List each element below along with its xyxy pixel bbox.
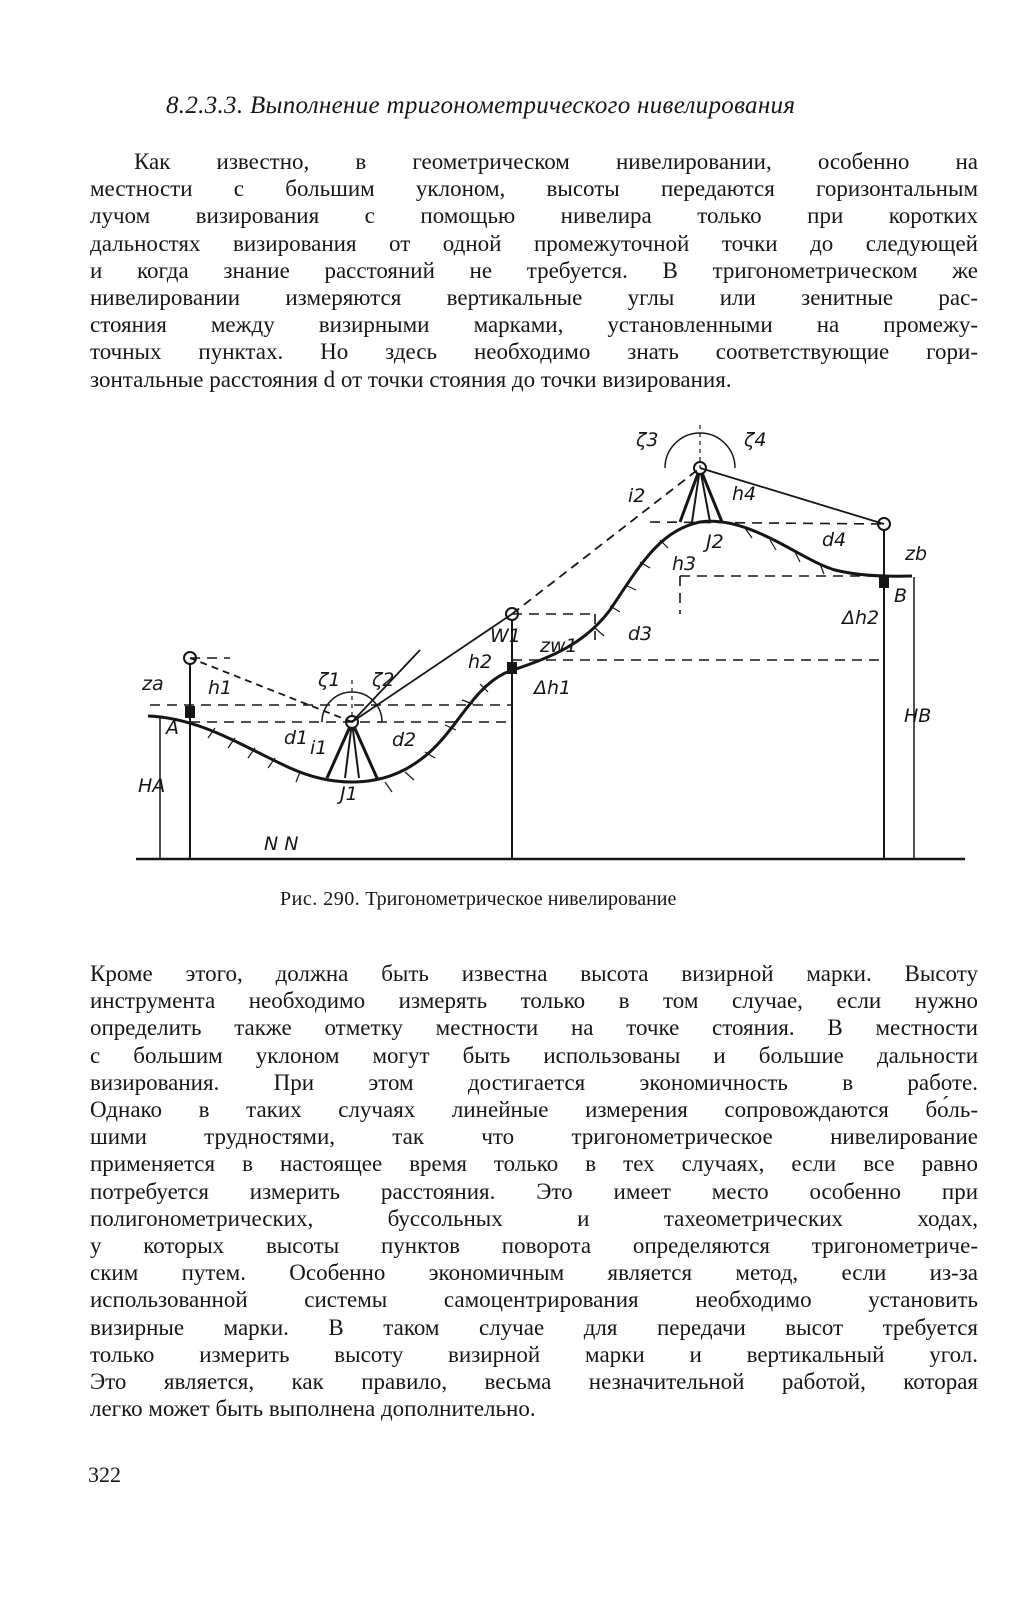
label-h1: h1 (208, 677, 233, 699)
label-zeta4: ζ4 (744, 429, 767, 451)
caption-number: Рис. 290. (280, 888, 361, 910)
label-zeta1: ζ1 (318, 669, 341, 691)
paragraph-line: только измерить высоту визирной марки и вертикальный угол. (90, 1341, 978, 1367)
label-i2: i2 (628, 485, 646, 507)
label-hb: HB (904, 705, 932, 727)
caption-text: Тригонометрическое нивелирование (365, 888, 677, 910)
label-i1: i1 (310, 737, 328, 759)
label-za: za (142, 673, 164, 695)
label-h3: h3 (672, 553, 697, 575)
label-d1: d1 (284, 727, 309, 749)
paragraph-line: ским путем. Особенно экономичным является метод, если из-за (90, 1260, 978, 1286)
label-zeta3: ζ3 (636, 429, 659, 451)
paragraph-line: Это является, как правило, весьма незначительной работой, которая (90, 1369, 978, 1395)
paragraph-line: использованной системы самоцентрирования необходимо установить (90, 1287, 978, 1313)
label-datum: N N (264, 833, 299, 855)
label-dh2: Δh2 (842, 607, 880, 629)
paragraph-line: Однако в таких случаях линейные измерения сопровождаются бо́ль- (90, 1097, 978, 1123)
paragraph-line: у которых высоты пунктов поворота определяются тригонометриче- (90, 1233, 978, 1259)
paragraph-line: легко может быть выполнена дополнительно. (90, 1396, 536, 1422)
paragraph-line: Как известно, в геометрическом нивелировании, особенно на (134, 149, 978, 174)
label-w1: W1 (490, 625, 521, 647)
label-d4: d4 (822, 529, 847, 551)
label-zw1: zw1 (540, 635, 578, 657)
label-ha: HA (138, 775, 166, 797)
label-h2: h2 (468, 651, 493, 673)
paragraph-line: дальностях визирования от одной промежуточной точки до следующей (90, 230, 978, 256)
label-h4: h4 (732, 483, 757, 505)
paragraph-line: Кроме этого, должна быть известна высота визирной марки. Высоту (90, 961, 978, 986)
figure-caption (280, 888, 840, 911)
paragraph-line: визирования. При этом достигается экономичность в работе. (90, 1069, 978, 1095)
label-j2: J2 (706, 531, 724, 553)
paragraph-line: зонтальные расстояния d от точки стояния до точки визирования. (90, 366, 732, 392)
label-d3: d3 (628, 623, 653, 645)
label-a: A (166, 717, 179, 739)
terrain-profile (148, 521, 912, 782)
paragraph-line: инструмента необходимо измерять только в том случае, если нужно (90, 988, 978, 1014)
paragraph-line: потребуется измерить расстояния. Это имеет место особенно при (90, 1178, 978, 1204)
paragraph-line: лучом визирования с помощью нивелира только при коротких (90, 203, 978, 229)
label-d2: d2 (392, 729, 417, 751)
paragraph-line: шими трудностями, так что тригонометрическое нивелирование (90, 1124, 978, 1150)
label-j1: J1 (340, 783, 358, 805)
label-zeta2: ζ2 (372, 669, 395, 691)
label-zb: zb (905, 543, 928, 565)
section-heading: 8.2.3.3. Выполнение тригонометрического нивелирования (166, 92, 796, 119)
page-number: 322 (88, 1462, 121, 1487)
label-dh1: Δh1 (534, 677, 572, 699)
paragraph-line: нивелировании измеряются вертикальные углы или зенитные рас- (90, 285, 978, 311)
paragraph-line: полигонометрических, буссольных и тахеометрических ходах, (90, 1205, 978, 1231)
paragraph-line: определить также отметку местности на точке стояния. В местности (90, 1015, 978, 1041)
paragraph-line: применяется в настоящее время только в тех случаях, если все равно (90, 1151, 978, 1177)
paragraph-2 (90, 960, 978, 1422)
paragraph-line: точных пунктах. Но здесь необходимо знать соответствующие гори- (90, 339, 978, 365)
paragraph-line: и когда знание расстояний не требуется. В тригонометрическом же (90, 257, 978, 283)
paragraph-line: стояния между визирными марками, установленными на промежу- (90, 312, 978, 338)
paragraph-line: местности с большим уклоном, высоты передаются горизонтальным (90, 176, 978, 202)
label-b: B (894, 585, 908, 607)
paragraph-line: с большим уклоном могут быть использованы и большие дальности (90, 1042, 978, 1068)
paragraph-line: визирные марки. В таком случае для передачи высот требуется (90, 1314, 978, 1340)
